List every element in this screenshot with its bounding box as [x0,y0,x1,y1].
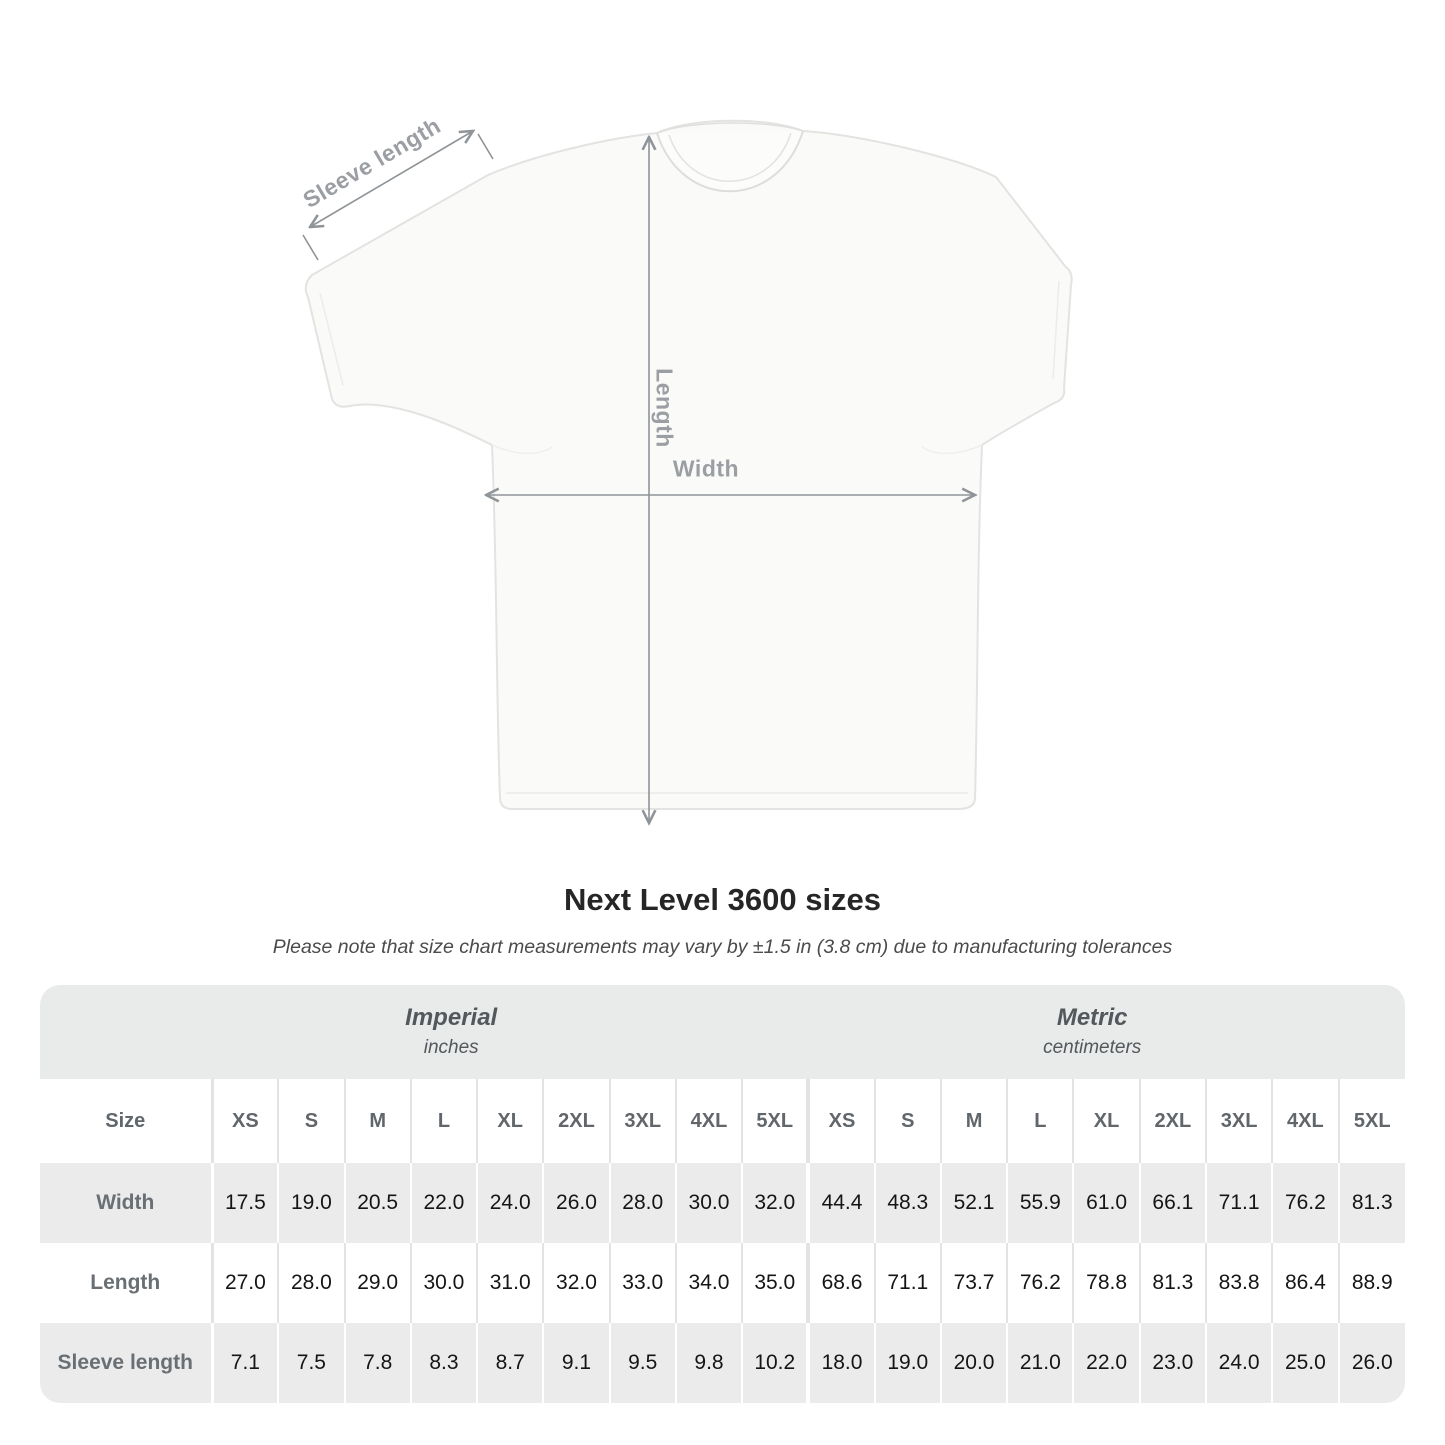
width-cm-xl: 61.0 [1073,1163,1139,1243]
metric-group-unit: centimeters [1043,1037,1142,1058]
row-label-width: Width [96,1191,155,1214]
unit-group-row [40,985,1405,1079]
table-row-sleeve-length [40,1323,1405,1403]
size-table-container [40,985,1405,1403]
sleeve-in-xs: 7.1 [212,1323,278,1403]
width-cm-m: 52.1 [941,1163,1007,1243]
sleeve-cm-m: 20.0 [941,1323,1007,1403]
size-col-metric-2xl: 2XL [1140,1079,1206,1163]
length-dim-label: Length [651,368,678,448]
sleeve-arrow-tick-bottom [303,235,318,260]
width-in-2xl: 26.0 [543,1163,609,1243]
size-col-imperial-2xl: 2XL [543,1079,609,1163]
size-header-row [40,1079,1405,1163]
length-in-l: 30.0 [411,1243,477,1323]
length-in-xl: 31.0 [477,1243,543,1323]
sleeve-length-dim-label: Sleeve length [298,112,446,214]
size-col-metric-3xl: 3XL [1206,1079,1272,1163]
size-col-metric-4xl: 4XL [1272,1079,1338,1163]
metric-group-title: Metric [1056,1004,1128,1031]
size-col-metric-5xl: 5XL [1339,1079,1405,1163]
width-cm-3xl: 71.1 [1206,1163,1272,1243]
size-col-metric-xl: XL [1073,1079,1139,1163]
sleeve-cm-3xl: 24.0 [1206,1323,1272,1403]
width-in-4xl: 30.0 [676,1163,742,1243]
table-row-length [40,1243,1405,1323]
sleeve-in-m: 7.8 [345,1323,411,1403]
sleeve-in-2xl: 9.1 [543,1323,609,1403]
width-cm-4xl: 76.2 [1272,1163,1338,1243]
sleeve-in-4xl: 9.8 [676,1323,742,1403]
imperial-group-unit: inches [423,1037,479,1058]
size-col-metric-xs: XS [808,1079,874,1163]
width-in-s: 19.0 [278,1163,344,1243]
width-in-3xl: 28.0 [610,1163,676,1243]
size-col-imperial-xs: XS [212,1079,278,1163]
sleeve-cm-2xl: 23.0 [1140,1323,1206,1403]
length-in-3xl: 33.0 [610,1243,676,1323]
metric-group-header [808,985,1405,1079]
sleeve-in-5xl: 10.2 [742,1323,808,1403]
length-cm-xl: 78.8 [1073,1243,1139,1323]
imperial-group-header [40,985,808,1079]
width-cm-s: 48.3 [875,1163,941,1243]
size-col-imperial-3xl: 3XL [610,1079,676,1163]
length-cm-4xl: 86.4 [1272,1243,1338,1323]
length-cm-l: 76.2 [1007,1243,1073,1323]
tolerance-note: Please note that size chart measurements may vary by ±1.5 in (3.8 cm) due to manufacturing tolerances [272,936,1173,958]
width-in-xs: 17.5 [212,1163,278,1243]
size-col-imperial-m: M [345,1079,411,1163]
sleeve-in-xl: 8.7 [477,1323,543,1403]
width-in-l: 22.0 [411,1163,477,1243]
size-col-imperial-4xl: 4XL [676,1079,742,1163]
width-cm-5xl: 81.3 [1339,1163,1405,1243]
length-in-s: 28.0 [278,1243,344,1323]
length-in-5xl: 35.0 [742,1243,808,1323]
size-col-imperial-l: L [411,1079,477,1163]
length-cm-5xl: 88.9 [1339,1243,1405,1323]
sleeve-in-3xl: 9.5 [610,1323,676,1403]
size-col-metric-l: L [1007,1079,1073,1163]
size-col-imperial-5xl: 5XL [742,1079,808,1163]
length-in-m: 29.0 [345,1243,411,1323]
length-in-4xl: 34.0 [676,1243,742,1323]
sleeve-cm-4xl: 25.0 [1272,1323,1338,1403]
sleeve-in-s: 7.5 [278,1323,344,1403]
width-cm-xs: 44.4 [808,1163,874,1243]
length-cm-s: 71.1 [875,1243,941,1323]
row-label-length: Length [90,1271,161,1294]
row-label-sleeve-length: Sleeve length [57,1351,193,1374]
size-col-imperial-xl: XL [477,1079,543,1163]
size-col-metric-m: M [941,1079,1007,1163]
size-column-header: Size [105,1109,146,1132]
sleeve-cm-xl: 22.0 [1073,1323,1139,1403]
sleeve-arrow-tick-top [478,134,493,159]
width-cm-2xl: 66.1 [1140,1163,1206,1243]
table-row-width [40,1163,1405,1243]
size-table [40,985,1405,1403]
sleeve-cm-5xl: 26.0 [1339,1323,1405,1403]
width-in-5xl: 32.0 [742,1163,808,1243]
width-dim-label: Width [672,455,740,482]
length-cm-2xl: 81.3 [1140,1243,1206,1323]
length-cm-3xl: 83.8 [1206,1243,1272,1323]
sleeve-cm-s: 19.0 [875,1323,941,1403]
width-in-m: 20.5 [345,1163,411,1243]
size-col-metric-s: S [875,1079,941,1163]
width-cm-l: 55.9 [1007,1163,1073,1243]
length-in-2xl: 32.0 [543,1243,609,1323]
imperial-group-title: Imperial [405,1004,498,1031]
sleeve-cm-l: 21.0 [1007,1323,1073,1403]
length-cm-m: 73.7 [941,1243,1007,1323]
width-in-xl: 24.0 [477,1163,543,1243]
length-in-xs: 27.0 [212,1243,278,1323]
length-cm-xs: 68.6 [808,1243,874,1323]
size-col-imperial-s: S [278,1079,344,1163]
sleeve-in-l: 8.3 [411,1323,477,1403]
page-title: Next Level 3600 sizes [563,882,882,917]
sleeve-cm-xs: 18.0 [808,1323,874,1403]
